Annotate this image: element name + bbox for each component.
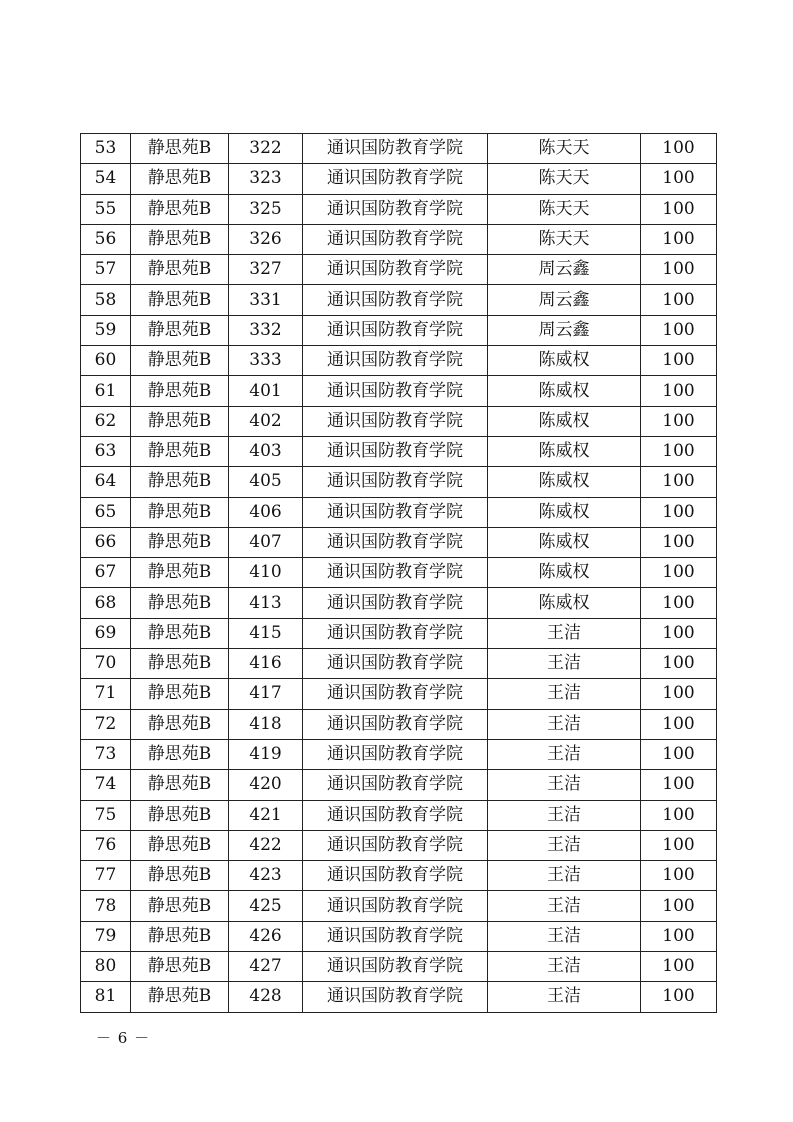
score-cell: 100 <box>641 649 717 679</box>
supervisor-cell: 王洁 <box>488 709 641 739</box>
row-index-cell: 59 <box>81 315 131 345</box>
building-cell: 静思苑B <box>131 861 229 891</box>
room-number-cell: 415 <box>229 618 303 648</box>
score-cell: 100 <box>641 770 717 800</box>
building-cell: 静思苑B <box>131 558 229 588</box>
college-cell: 通识国防教育学院 <box>303 436 488 466</box>
supervisor-cell: 王洁 <box>488 982 641 1012</box>
college-cell: 通识国防教育学院 <box>303 376 488 406</box>
supervisor-cell: 王洁 <box>488 861 641 891</box>
row-index-cell: 69 <box>81 618 131 648</box>
building-cell: 静思苑B <box>131 830 229 860</box>
building-cell: 静思苑B <box>131 315 229 345</box>
college-cell: 通识国防教育学院 <box>303 891 488 921</box>
table-row <box>81 224 717 254</box>
college-cell: 通识国防教育学院 <box>303 134 488 164</box>
college-cell: 通识国防教育学院 <box>303 315 488 345</box>
row-index-cell: 76 <box>81 830 131 860</box>
row-index-cell: 62 <box>81 406 131 436</box>
building-cell: 静思苑B <box>131 649 229 679</box>
row-index-cell: 57 <box>81 255 131 285</box>
score-cell: 100 <box>641 164 717 194</box>
row-index-cell: 73 <box>81 739 131 769</box>
supervisor-cell: 王洁 <box>488 739 641 769</box>
room-number-cell: 420 <box>229 770 303 800</box>
score-cell: 100 <box>641 982 717 1012</box>
college-cell: 通识国防教育学院 <box>303 224 488 254</box>
building-cell: 静思苑B <box>131 588 229 618</box>
supervisor-cell: 王洁 <box>488 618 641 648</box>
building-cell: 静思苑B <box>131 618 229 648</box>
supervisor-cell: 王洁 <box>488 679 641 709</box>
college-cell: 通识国防教育学院 <box>303 921 488 951</box>
college-cell: 通识国防教育学院 <box>303 679 488 709</box>
row-index-cell: 71 <box>81 679 131 709</box>
row-index-cell: 70 <box>81 649 131 679</box>
room-number-cell: 416 <box>229 649 303 679</box>
table-row <box>81 709 717 739</box>
room-number-cell: 405 <box>229 467 303 497</box>
college-cell: 通识国防教育学院 <box>303 649 488 679</box>
college-cell: 通识国防教育学院 <box>303 830 488 860</box>
score-cell: 100 <box>641 618 717 648</box>
score-cell: 100 <box>641 134 717 164</box>
score-cell: 100 <box>641 588 717 618</box>
table-row <box>81 436 717 466</box>
score-cell: 100 <box>641 739 717 769</box>
score-cell: 100 <box>641 346 717 376</box>
room-number-cell: 323 <box>229 164 303 194</box>
row-index-cell: 79 <box>81 921 131 951</box>
college-cell: 通识国防教育学院 <box>303 739 488 769</box>
building-cell: 静思苑B <box>131 164 229 194</box>
room-number-cell: 331 <box>229 285 303 315</box>
room-number-cell: 333 <box>229 346 303 376</box>
score-cell: 100 <box>641 679 717 709</box>
score-cell: 100 <box>641 406 717 436</box>
room-number-cell: 419 <box>229 739 303 769</box>
score-cell: 100 <box>641 891 717 921</box>
row-index-cell: 64 <box>81 467 131 497</box>
table-row <box>81 679 717 709</box>
score-cell: 100 <box>641 255 717 285</box>
supervisor-cell: 陈天天 <box>488 194 641 224</box>
building-cell: 静思苑B <box>131 952 229 982</box>
college-cell: 通识国防教育学院 <box>303 285 488 315</box>
table-row <box>81 800 717 830</box>
row-index-cell: 78 <box>81 891 131 921</box>
building-cell: 静思苑B <box>131 285 229 315</box>
dormitory-score-table <box>80 133 717 1013</box>
table-row <box>81 861 717 891</box>
score-cell: 100 <box>641 800 717 830</box>
supervisor-cell: 陈威权 <box>488 558 641 588</box>
row-index-cell: 61 <box>81 376 131 406</box>
row-index-cell: 72 <box>81 709 131 739</box>
table-row <box>81 952 717 982</box>
college-cell: 通识国防教育学院 <box>303 194 488 224</box>
score-cell: 100 <box>641 285 717 315</box>
supervisor-cell: 王洁 <box>488 649 641 679</box>
row-index-cell: 65 <box>81 497 131 527</box>
row-index-cell: 67 <box>81 558 131 588</box>
college-cell: 通识国防教育学院 <box>303 558 488 588</box>
table-row <box>81 497 717 527</box>
supervisor-cell: 王洁 <box>488 921 641 951</box>
supervisor-cell: 陈天天 <box>488 164 641 194</box>
room-number-cell: 332 <box>229 315 303 345</box>
score-cell: 100 <box>641 436 717 466</box>
table-row <box>81 255 717 285</box>
room-number-cell: 406 <box>229 497 303 527</box>
supervisor-cell: 周云鑫 <box>488 315 641 345</box>
room-number-cell: 423 <box>229 861 303 891</box>
supervisor-cell: 陈威权 <box>488 467 641 497</box>
building-cell: 静思苑B <box>131 436 229 466</box>
table-body <box>81 134 717 1013</box>
row-index-cell: 54 <box>81 164 131 194</box>
room-number-cell: 427 <box>229 952 303 982</box>
table-row <box>81 770 717 800</box>
building-cell: 静思苑B <box>131 497 229 527</box>
supervisor-cell: 陈威权 <box>488 527 641 557</box>
building-cell: 静思苑B <box>131 376 229 406</box>
score-cell: 100 <box>641 315 717 345</box>
table-row <box>81 164 717 194</box>
table-row <box>81 406 717 436</box>
table-row <box>81 921 717 951</box>
room-number-cell: 418 <box>229 709 303 739</box>
score-cell: 100 <box>641 861 717 891</box>
room-number-cell: 422 <box>229 830 303 860</box>
score-cell: 100 <box>641 376 717 406</box>
building-cell: 静思苑B <box>131 679 229 709</box>
college-cell: 通识国防教育学院 <box>303 588 488 618</box>
room-number-cell: 410 <box>229 558 303 588</box>
row-index-cell: 75 <box>81 800 131 830</box>
room-number-cell: 425 <box>229 891 303 921</box>
table-row <box>81 649 717 679</box>
room-number-cell: 403 <box>229 436 303 466</box>
row-index-cell: 56 <box>81 224 131 254</box>
room-number-cell: 402 <box>229 406 303 436</box>
room-number-cell: 327 <box>229 255 303 285</box>
row-index-cell: 68 <box>81 588 131 618</box>
page-number: － 6 － <box>96 1029 151 1047</box>
room-number-cell: 426 <box>229 921 303 951</box>
table-row <box>81 134 717 164</box>
building-cell: 静思苑B <box>131 255 229 285</box>
building-cell: 静思苑B <box>131 800 229 830</box>
college-cell: 通识国防教育学院 <box>303 346 488 376</box>
college-cell: 通识国防教育学院 <box>303 467 488 497</box>
college-cell: 通识国防教育学院 <box>303 800 488 830</box>
building-cell: 静思苑B <box>131 921 229 951</box>
college-cell: 通识国防教育学院 <box>303 709 488 739</box>
room-number-cell: 401 <box>229 376 303 406</box>
building-cell: 静思苑B <box>131 891 229 921</box>
college-cell: 通识国防教育学院 <box>303 406 488 436</box>
supervisor-cell: 王洁 <box>488 952 641 982</box>
college-cell: 通识国防教育学院 <box>303 952 488 982</box>
college-cell: 通识国防教育学院 <box>303 618 488 648</box>
building-cell: 静思苑B <box>131 467 229 497</box>
row-index-cell: 81 <box>81 982 131 1012</box>
table-row <box>81 315 717 345</box>
row-index-cell: 55 <box>81 194 131 224</box>
supervisor-cell: 陈威权 <box>488 588 641 618</box>
score-cell: 100 <box>641 558 717 588</box>
table-row <box>81 194 717 224</box>
row-index-cell: 58 <box>81 285 131 315</box>
building-cell: 静思苑B <box>131 770 229 800</box>
score-cell: 100 <box>641 194 717 224</box>
table-row <box>81 588 717 618</box>
score-cell: 100 <box>641 467 717 497</box>
supervisor-cell: 王洁 <box>488 830 641 860</box>
row-index-cell: 80 <box>81 952 131 982</box>
supervisor-cell: 陈威权 <box>488 436 641 466</box>
room-number-cell: 326 <box>229 224 303 254</box>
table-row <box>81 285 717 315</box>
supervisor-cell: 王洁 <box>488 891 641 921</box>
table-row <box>81 346 717 376</box>
room-number-cell: 417 <box>229 679 303 709</box>
score-cell: 100 <box>641 921 717 951</box>
table-row <box>81 376 717 406</box>
college-cell: 通识国防教育学院 <box>303 861 488 891</box>
row-index-cell: 63 <box>81 436 131 466</box>
college-cell: 通识国防教育学院 <box>303 770 488 800</box>
supervisor-cell: 陈天天 <box>488 134 641 164</box>
supervisor-cell: 王洁 <box>488 800 641 830</box>
college-cell: 通识国防教育学院 <box>303 527 488 557</box>
building-cell: 静思苑B <box>131 709 229 739</box>
table-row <box>81 527 717 557</box>
table-row <box>81 830 717 860</box>
table-row <box>81 618 717 648</box>
supervisor-cell: 陈威权 <box>488 346 641 376</box>
table-row <box>81 558 717 588</box>
supervisor-cell: 陈威权 <box>488 497 641 527</box>
row-index-cell: 66 <box>81 527 131 557</box>
supervisor-cell: 陈威权 <box>488 376 641 406</box>
room-number-cell: 325 <box>229 194 303 224</box>
college-cell: 通识国防教育学院 <box>303 982 488 1012</box>
supervisor-cell: 王洁 <box>488 770 641 800</box>
building-cell: 静思苑B <box>131 194 229 224</box>
row-index-cell: 60 <box>81 346 131 376</box>
room-number-cell: 413 <box>229 588 303 618</box>
score-cell: 100 <box>641 709 717 739</box>
table-row <box>81 891 717 921</box>
row-index-cell: 77 <box>81 861 131 891</box>
college-cell: 通识国防教育学院 <box>303 497 488 527</box>
room-number-cell: 428 <box>229 982 303 1012</box>
row-index-cell: 74 <box>81 770 131 800</box>
score-cell: 100 <box>641 527 717 557</box>
room-number-cell: 407 <box>229 527 303 557</box>
building-cell: 静思苑B <box>131 134 229 164</box>
score-cell: 100 <box>641 952 717 982</box>
building-cell: 静思苑B <box>131 527 229 557</box>
room-number-cell: 421 <box>229 800 303 830</box>
supervisor-cell: 周云鑫 <box>488 285 641 315</box>
building-cell: 静思苑B <box>131 346 229 376</box>
table-row <box>81 739 717 769</box>
supervisor-cell: 陈天天 <box>488 224 641 254</box>
supervisor-cell: 陈威权 <box>488 406 641 436</box>
score-cell: 100 <box>641 830 717 860</box>
supervisor-cell: 周云鑫 <box>488 255 641 285</box>
building-cell: 静思苑B <box>131 982 229 1012</box>
score-cell: 100 <box>641 497 717 527</box>
building-cell: 静思苑B <box>131 406 229 436</box>
table-row <box>81 467 717 497</box>
college-cell: 通识国防教育学院 <box>303 164 488 194</box>
building-cell: 静思苑B <box>131 739 229 769</box>
score-cell: 100 <box>641 224 717 254</box>
row-index-cell: 53 <box>81 134 131 164</box>
room-number-cell: 322 <box>229 134 303 164</box>
building-cell: 静思苑B <box>131 224 229 254</box>
college-cell: 通识国防教育学院 <box>303 255 488 285</box>
table-row <box>81 982 717 1012</box>
